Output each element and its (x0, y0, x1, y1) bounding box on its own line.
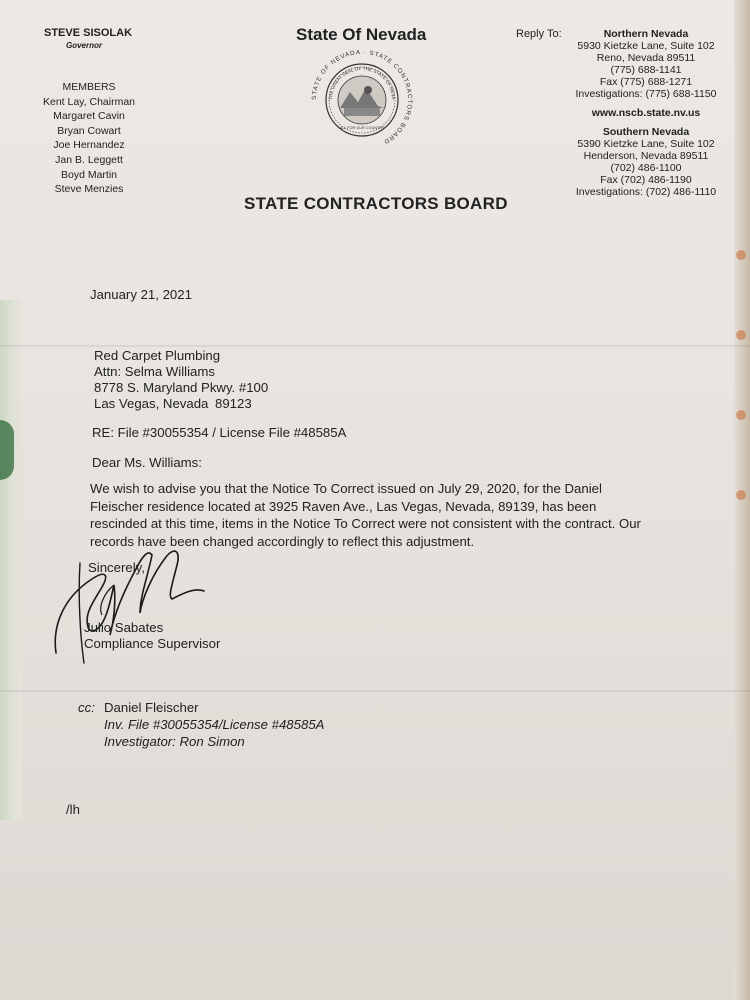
southern-city: Henderson, Nevada 89511 (583, 150, 709, 162)
northern-city: Reno, Nevada 89511 (596, 52, 696, 64)
northern-investigations: Investigations: (775) 688-1150 (575, 88, 717, 100)
member: Jan B. Leggett (55, 153, 123, 166)
seal-inner-text: THE GREAT SEAL OF THE STATE OF NEVA (327, 65, 397, 101)
board-title: STATE CONTRACTORS BOARD (244, 194, 508, 213)
cc-label: cc: (78, 700, 95, 715)
member: Joe Hernandez (53, 139, 125, 152)
cc-line: Investigator: Ron Simon (104, 734, 245, 749)
cc-line: Daniel Fleischer (104, 700, 199, 715)
re-line: RE: File #30055354 / License File #48585A (92, 425, 347, 440)
body-line: We wish to advise you that the Notice To Correct issued on July 29, 2020, for the Daniel (90, 481, 602, 496)
paper-fold (0, 690, 750, 692)
reply-to-label: Reply To: (516, 28, 562, 40)
letter-date: January 21, 2021 (90, 287, 192, 302)
body-line: records have been changed accordingly to reflect this adjustment. (90, 533, 475, 549)
southern-phone: (702) 486-1100 (610, 162, 682, 174)
governor-title: Governor (66, 41, 103, 50)
typist-initials: /lh (66, 802, 80, 817)
tablecloth-dot (736, 250, 746, 260)
background-edge-right (734, 0, 750, 1000)
northern-fax: Fax (775) 688-1271 (599, 76, 693, 88)
recipient-attn: Attn: Selma Williams (94, 364, 215, 379)
recipient-city: Las Vegas, Nevada (94, 396, 209, 411)
member: Boyd Martin (60, 168, 118, 181)
plant-leaf (0, 420, 14, 480)
southern-street: 5390 Kietzke Lane, Suite 102 (577, 138, 715, 150)
members-list (38, 80, 140, 197)
salutation: Dear Ms. Williams: (92, 455, 202, 470)
tablecloth-dot (736, 330, 746, 340)
signer-title: Compliance Supervisor (84, 636, 221, 651)
seal-outer-text: STATE OF NEVADA · STATE CONTRACTORS BOARD (310, 48, 414, 146)
closing: Sincerely, (88, 560, 145, 575)
website: www.nscb.state.nv.us (591, 107, 701, 119)
office-addresses (562, 28, 730, 198)
member: Bryan Cowart (57, 124, 121, 137)
cc-line: Inv. File #30055354/License #48585A (104, 717, 325, 732)
recipient-company: Red Carpet Plumbing (94, 348, 221, 363)
governor-name: STEVE SISOLAK (44, 27, 133, 39)
body-line: rescinded at this time, items in the Notice To Correct were not consistent with the contract. Our (90, 516, 641, 531)
state-seal-icon (308, 46, 416, 154)
northern-phone: (775) 688-1141 (610, 64, 682, 76)
member: Margaret Cavin (53, 110, 125, 123)
signer-name: Julio Sabates (84, 620, 164, 635)
members-heading: MEMBERS (62, 81, 116, 93)
recipient-street: 8778 S. Maryland Pkwy. #100 (94, 380, 269, 395)
member: Steve Menzies (54, 183, 124, 196)
northern-heading: Northern Nevada (603, 28, 689, 40)
background-edge-left (0, 300, 22, 820)
paper-fold (0, 345, 750, 347)
southern-investigations: Investigations: (702) 486-1110 (575, 186, 717, 198)
southern-heading: Southern Nevada (602, 126, 690, 138)
northern-street: 5930 Kietzke Lane, Suite 102 (577, 40, 715, 52)
seal-motto: ALL FOR OUR COUNTRY (339, 126, 385, 130)
tablecloth-dot (736, 490, 746, 500)
body-line: Fleischer residence located at 3925 Raven Ave., Las Vegas, Nevada, 89139, has been (90, 498, 597, 514)
southern-fax: Fax (702) 486-1190 (600, 174, 692, 186)
tablecloth-dot (736, 410, 746, 420)
state-title: State Of Nevada (296, 25, 427, 44)
member: Kent Lay, Chairman (42, 95, 136, 108)
recipient-zip: 89123 (215, 396, 252, 411)
